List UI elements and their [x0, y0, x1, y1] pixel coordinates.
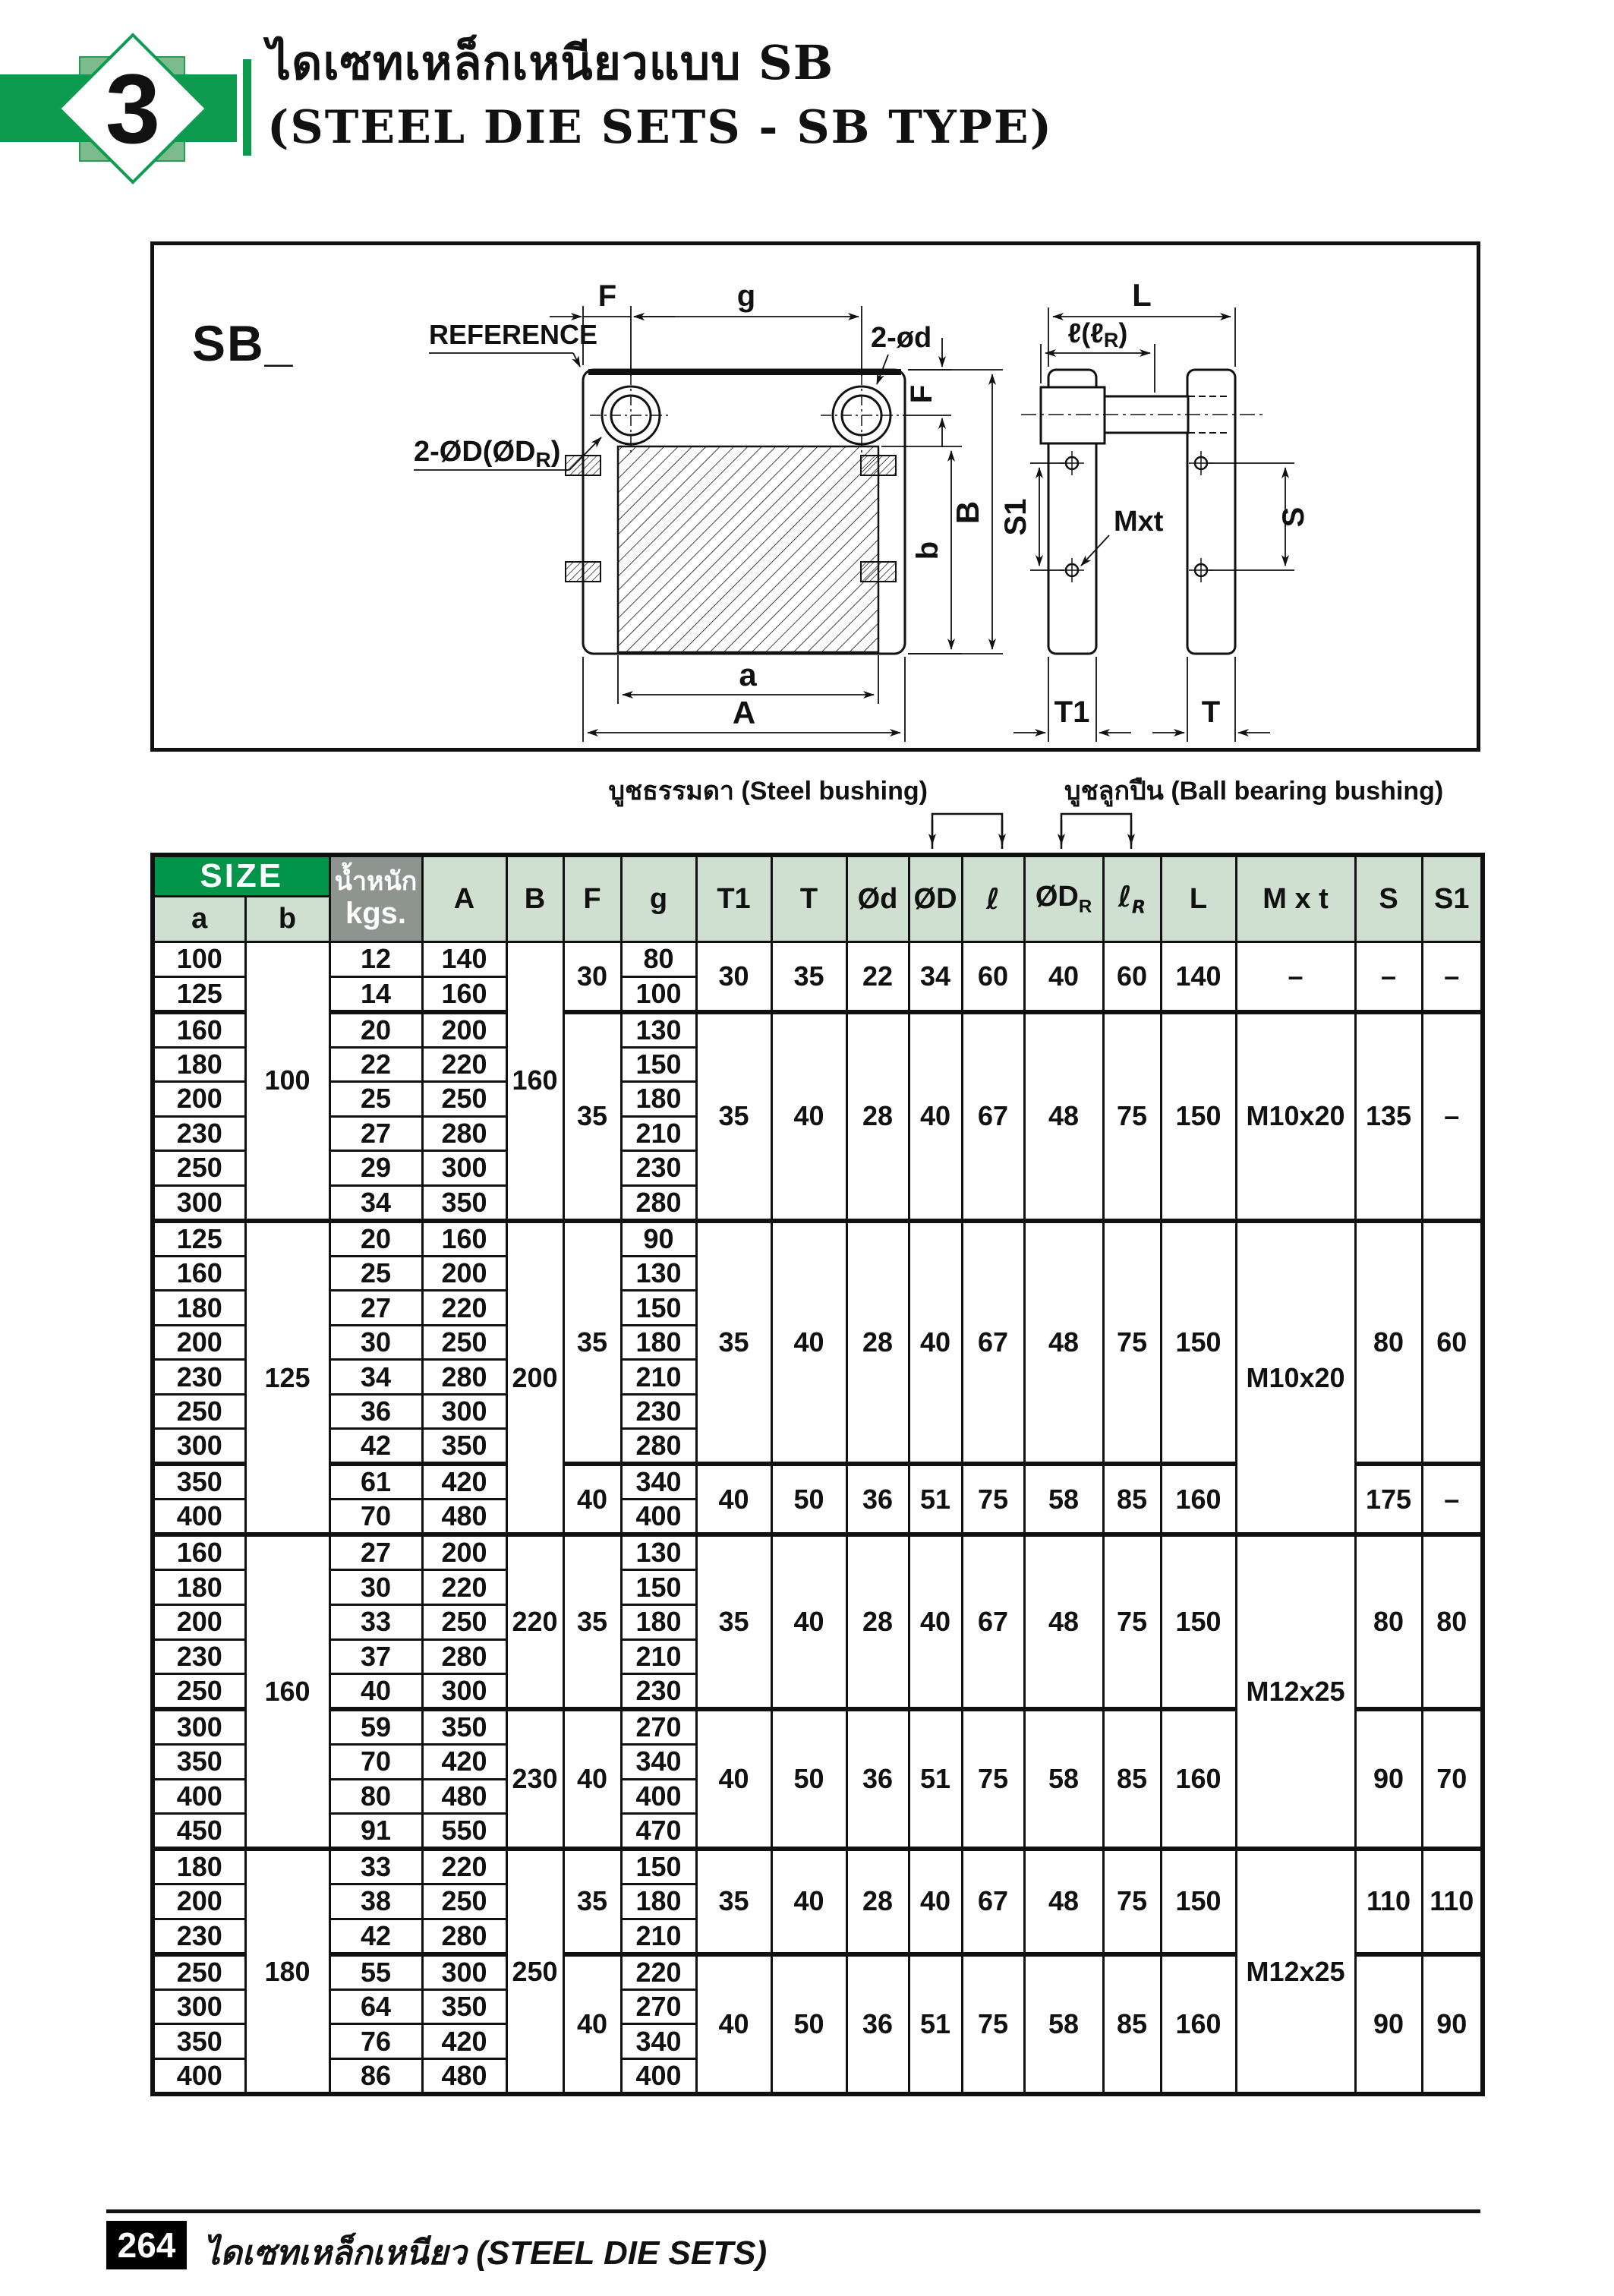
- table-cell: 25: [329, 1256, 422, 1291]
- table-cell: 350: [153, 2024, 245, 2059]
- table-cell: 450: [153, 1814, 245, 1850]
- table-cell: 250: [153, 1674, 245, 1710]
- table-cell: 135: [1355, 1012, 1422, 1221]
- table-cell: 110: [1422, 1849, 1483, 1954]
- table-cell: 36: [846, 1709, 909, 1849]
- table-cell: 30: [329, 1570, 422, 1605]
- table-cell: 85: [1103, 1464, 1161, 1534]
- table-cell: 300: [153, 1709, 245, 1745]
- table-cell: 42: [329, 1919, 422, 1954]
- table-cell: 60: [1422, 1221, 1483, 1465]
- table-cell: 25: [329, 1082, 422, 1117]
- table-cell: 340: [621, 2024, 696, 2059]
- col-header-weight: น้ำหนัก kgs.: [329, 855, 422, 942]
- table-cell: 67: [962, 1221, 1024, 1465]
- table-cell: 80: [1422, 1534, 1483, 1709]
- table-cell: 40: [771, 1012, 846, 1221]
- table-cell: 180: [153, 1570, 245, 1605]
- table-cell: 27: [329, 1116, 422, 1151]
- chapter-number: 3: [105, 53, 161, 164]
- table-cell: 100: [621, 976, 696, 1012]
- table-cell: 210: [621, 1360, 696, 1395]
- table-cell: 160: [153, 1256, 245, 1291]
- table-cell: 350: [153, 1745, 245, 1780]
- col-header-a: a: [153, 897, 245, 942]
- table-cell: 400: [153, 2058, 245, 2094]
- table-cell: 14: [329, 976, 422, 1012]
- dim-label-S1: S1: [999, 498, 1032, 536]
- ball-bushing-note: บูชลูกปืน (Ball bearing bushing): [1064, 777, 1444, 806]
- table-cell: 30: [696, 942, 771, 1012]
- col-header-size: SIZE: [153, 855, 329, 897]
- dim-label-g: g: [736, 279, 756, 313]
- table-cell: 58: [1024, 1709, 1103, 1849]
- table-cell: 180: [621, 1605, 696, 1640]
- table-cell: 400: [153, 1500, 245, 1535]
- table-cell: 76: [329, 2024, 422, 2059]
- table-cell: 160: [153, 1012, 245, 1048]
- table-cell: 220: [422, 1291, 506, 1326]
- col-header-b: b: [245, 897, 329, 942]
- table-cell: 75: [1103, 1534, 1161, 1709]
- table-cell: 34: [329, 1360, 422, 1395]
- table-cell: 150: [1161, 1012, 1236, 1221]
- table-cell: 200: [153, 1082, 245, 1117]
- table-cell: 70: [1422, 1709, 1483, 1849]
- steel-bushing-note: บูชธรรมดา (Steel bushing): [608, 777, 928, 806]
- table-cell: 175: [1355, 1464, 1422, 1534]
- table-cell: 160: [1161, 1464, 1236, 1534]
- table-cell: 180: [153, 1291, 245, 1326]
- table-cell: 36: [329, 1394, 422, 1429]
- table-cell: 210: [621, 1639, 696, 1674]
- table-cell: 75: [962, 1464, 1024, 1534]
- table-cell: 350: [422, 1709, 506, 1745]
- table-cell: 90: [1355, 1709, 1422, 1849]
- hole-label-2od: 2-ød: [871, 322, 932, 354]
- table-cell: 42: [329, 1429, 422, 1465]
- table-cell: 22: [846, 942, 909, 1012]
- col-header-s1: S1: [1422, 855, 1483, 942]
- table-cell: 350: [422, 1989, 506, 2024]
- table-cell: 34: [909, 942, 962, 1012]
- table-cell: 280: [621, 1185, 696, 1221]
- dim-label-L: L: [1132, 277, 1152, 313]
- dim-label-T1: T1: [1054, 695, 1090, 729]
- footer-text: ไดเซทเหล็กเหนียว (STEEL DIE SETS): [203, 2234, 768, 2272]
- table-cell: M12x25: [1236, 1534, 1355, 1849]
- table-cell: 350: [153, 1464, 245, 1500]
- table-cell: 230: [153, 1919, 245, 1954]
- table-cell: 60: [962, 942, 1024, 1012]
- table-cell: 85: [1103, 1709, 1161, 1849]
- table-cell: 230: [621, 1674, 696, 1710]
- table-cell: 40: [909, 1849, 962, 1954]
- table-cell: 35: [696, 1534, 771, 1709]
- table-cell: 51: [909, 1464, 962, 1534]
- table-cell: 27: [329, 1534, 422, 1570]
- technical-drawing: [154, 245, 1477, 748]
- table-cell: 230: [506, 1709, 563, 1849]
- table-cell: 130: [621, 1534, 696, 1570]
- table-cell: 340: [621, 1745, 696, 1780]
- table-cell: 180: [153, 1849, 245, 1884]
- table-cell: 400: [621, 1779, 696, 1814]
- table-cell: 40: [563, 1709, 621, 1849]
- table-cell: 250: [422, 1884, 506, 1919]
- table-cell: 400: [621, 2058, 696, 2094]
- table-cell: 100: [245, 942, 329, 1221]
- table-cell: 40: [909, 1221, 962, 1465]
- dim-label-A: A: [732, 695, 756, 730]
- table-cell: –: [1422, 1012, 1483, 1221]
- table-cell: 50: [771, 1954, 846, 2094]
- table-cell: 28: [846, 1221, 909, 1465]
- table-cell: 90: [621, 1221, 696, 1257]
- table-cell: 300: [153, 1429, 245, 1465]
- table-cell: –: [1422, 942, 1483, 1012]
- table-cell: 130: [621, 1012, 696, 1048]
- hole-label-2odr: $2-ØD(ØD_R)$: [414, 436, 561, 472]
- table-cell: 150: [1161, 1534, 1236, 1709]
- table-cell: 230: [153, 1360, 245, 1395]
- dim-label-F-side: F: [905, 384, 938, 404]
- table-cell: 400: [153, 1779, 245, 1814]
- table-cell: 70: [329, 1745, 422, 1780]
- table-cell: 40: [771, 1849, 846, 1954]
- table-cell: 300: [422, 1151, 506, 1186]
- table-cell: 75: [1103, 1221, 1161, 1465]
- table-cell: 280: [422, 1919, 506, 1954]
- table-cell: 33: [329, 1849, 422, 1884]
- table-cell: 35: [563, 1221, 621, 1465]
- table-cell: 480: [422, 1779, 506, 1814]
- table-cell: 67: [962, 1012, 1024, 1221]
- table-cell: 250: [153, 1954, 245, 1990]
- col-header-l: L: [1161, 855, 1236, 942]
- table-cell: 280: [422, 1116, 506, 1151]
- table-cell: 160: [1161, 1954, 1236, 2094]
- table-cell: 230: [153, 1116, 245, 1151]
- col-header-f: F: [563, 855, 621, 942]
- table-cell: 40: [563, 1954, 621, 2094]
- table-cell: 300: [422, 1394, 506, 1429]
- table-cell: 20: [329, 1221, 422, 1257]
- table-cell: 230: [153, 1639, 245, 1674]
- table-cell: 125: [153, 976, 245, 1012]
- table-cell: 140: [422, 942, 506, 977]
- table-cell: 220: [422, 1047, 506, 1082]
- table-cell: 200: [422, 1534, 506, 1570]
- table-cell: 35: [771, 942, 846, 1012]
- table-cell: 28: [846, 1012, 909, 1221]
- table-cell: 70: [329, 1500, 422, 1535]
- table-cell: 250: [422, 1325, 506, 1360]
- table-cell: 160: [153, 1534, 245, 1570]
- table-cell: 35: [696, 1012, 771, 1221]
- table-cell: 150: [1161, 1221, 1236, 1465]
- table-cell: 180: [153, 1047, 245, 1082]
- col-header-r: ℓ$_R$: [1103, 855, 1161, 942]
- table-cell: 27: [329, 1291, 422, 1326]
- table-cell: 59: [329, 1709, 422, 1745]
- page-number: 264: [106, 2221, 187, 2269]
- table-cell: 40: [909, 1012, 962, 1221]
- table-cell: 400: [621, 1500, 696, 1535]
- table-cell: –: [1236, 942, 1355, 1012]
- table-cell: 230: [621, 1151, 696, 1186]
- table-cell: 75: [1103, 1012, 1161, 1221]
- table-cell: 420: [422, 1464, 506, 1500]
- table-cell: 35: [563, 1534, 621, 1709]
- table-cell: 200: [422, 1256, 506, 1291]
- table-cell: 40: [696, 1464, 771, 1534]
- table-cell: 80: [621, 942, 696, 977]
- table-cell: 300: [422, 1674, 506, 1710]
- table-cell: 80: [1355, 1221, 1422, 1465]
- table-cell: 40: [771, 1534, 846, 1709]
- technical-drawing-frame: [150, 241, 1480, 752]
- table-cell: 33: [329, 1605, 422, 1640]
- dim-label-l-lr: ℓ(ℓR): [1067, 317, 1128, 352]
- table-cell: 210: [621, 1116, 696, 1151]
- table-cell: 300: [153, 1185, 245, 1221]
- table-cell: 480: [422, 1500, 506, 1535]
- col-header-d: ØD: [909, 855, 962, 942]
- col-header-d: Ød: [846, 855, 909, 942]
- table-cell: 220: [422, 1570, 506, 1605]
- table-cell: 220: [422, 1849, 506, 1884]
- table-cell: 36: [846, 1954, 909, 2094]
- table-cell: 350: [422, 1429, 506, 1465]
- model-label: SB_: [192, 315, 295, 371]
- table-cell: 280: [422, 1360, 506, 1395]
- table-cell: 40: [1024, 942, 1103, 1012]
- table-cell: 75: [962, 1954, 1024, 2094]
- table-cell: 91: [329, 1814, 422, 1850]
- table-cell: 51: [909, 1954, 962, 2094]
- table-cell: 50: [771, 1709, 846, 1849]
- table-cell: M10x20: [1236, 1012, 1355, 1221]
- table-cell: 250: [506, 1849, 563, 2094]
- table-cell: 12: [329, 942, 422, 977]
- table-cell: 40: [909, 1534, 962, 1709]
- table-cell: 150: [621, 1849, 696, 1884]
- col-header-: ℓ: [962, 855, 1024, 942]
- table-cell: 40: [563, 1464, 621, 1534]
- table-cell: 150: [621, 1047, 696, 1082]
- table-cell: 250: [153, 1394, 245, 1429]
- table-cell: 58: [1024, 1954, 1103, 2094]
- bushing-notes: [150, 748, 1480, 853]
- table-cell: 30: [563, 942, 621, 1012]
- table-cell: 210: [621, 1919, 696, 1954]
- table-cell: 270: [621, 1709, 696, 1745]
- table-cell: 50: [771, 1464, 846, 1534]
- table-cell: 29: [329, 1151, 422, 1186]
- table-cell: 250: [153, 1151, 245, 1186]
- table-cell: 470: [621, 1814, 696, 1850]
- table-cell: 180: [621, 1325, 696, 1360]
- table-cell: 48: [1024, 1012, 1103, 1221]
- table-cell: 280: [422, 1639, 506, 1674]
- table-cell: 22: [329, 1047, 422, 1082]
- table-cell: 80: [329, 1779, 422, 1814]
- table-cell: 67: [962, 1849, 1024, 1954]
- table-cell: 37: [329, 1639, 422, 1674]
- table-cell: –: [1422, 1464, 1483, 1534]
- table-cell: M10x20: [1236, 1221, 1355, 1535]
- table-cell: 51: [909, 1709, 962, 1849]
- table-cell: 550: [422, 1814, 506, 1850]
- table-cell: 67: [962, 1534, 1024, 1709]
- table-cell: 48: [1024, 1221, 1103, 1465]
- table-cell: 340: [621, 1464, 696, 1500]
- reference-label: REFERENCE: [429, 319, 598, 350]
- table-cell: 48: [1024, 1849, 1103, 1954]
- table-cell: 200: [153, 1884, 245, 1919]
- table-cell: 200: [422, 1012, 506, 1048]
- table-cell: 28: [846, 1849, 909, 1954]
- table-cell: 110: [1355, 1849, 1422, 1954]
- table-cell: 300: [422, 1954, 506, 1990]
- table-cell: 34: [329, 1185, 422, 1221]
- table-cell: 61: [329, 1464, 422, 1500]
- dim-label-T: T: [1201, 695, 1221, 729]
- table-cell: 55: [329, 1954, 422, 1990]
- table-cell: 180: [245, 1849, 329, 2094]
- table-cell: 40: [329, 1674, 422, 1710]
- col-header-g: g: [621, 855, 696, 942]
- table-cell: 35: [696, 1221, 771, 1465]
- table-cell: 64: [329, 1989, 422, 2024]
- table-cell: 130: [621, 1256, 696, 1291]
- spec-table: [150, 853, 1485, 2096]
- dim-label-F-top: F: [597, 279, 617, 313]
- table-cell: 35: [696, 1849, 771, 1954]
- table-cell: 200: [153, 1605, 245, 1640]
- table-cell: 58: [1024, 1464, 1103, 1534]
- table-cell: 75: [1103, 1849, 1161, 1954]
- table-cell: –: [1355, 942, 1422, 1012]
- table-cell: 28: [846, 1534, 909, 1709]
- dim-label-S: S: [1277, 506, 1310, 528]
- table-cell: 80: [1355, 1534, 1422, 1709]
- table-cell: 160: [1161, 1709, 1236, 1849]
- table-cell: 30: [329, 1325, 422, 1360]
- table-cell: 90: [1422, 1954, 1483, 2094]
- table-cell: 180: [621, 1082, 696, 1117]
- table-cell: 38: [329, 1884, 422, 1919]
- table-cell: 48: [1024, 1534, 1103, 1709]
- dim-label-a: a: [739, 657, 757, 692]
- table-cell: 35: [563, 1012, 621, 1221]
- table-cell: 125: [245, 1221, 329, 1535]
- footer-rule: [106, 2209, 1480, 2213]
- table-cell: 160: [422, 1221, 506, 1257]
- col-header-t1: T1: [696, 855, 771, 942]
- table-cell: 250: [422, 1082, 506, 1117]
- table-cell: 125: [153, 1221, 245, 1257]
- dim-label-b: b: [911, 541, 944, 560]
- table-cell: 200: [153, 1325, 245, 1360]
- col-header-s: S: [1355, 855, 1422, 942]
- table-cell: 160: [422, 976, 506, 1012]
- table-cell: 60: [1103, 942, 1161, 1012]
- table-cell: 220: [621, 1954, 696, 1990]
- page-title-thai: ไดเซทเหล็กเหนียวแบบ SB: [267, 35, 834, 90]
- col-header-dr: $ØD_R$: [1024, 855, 1103, 942]
- table-cell: 90: [1355, 1954, 1422, 2094]
- table-cell: 20: [329, 1012, 422, 1048]
- emblem-bar-cap: [243, 59, 251, 156]
- table-cell: M12x25: [1236, 1849, 1355, 2094]
- dim-label-Mxt: Mxt: [1114, 506, 1164, 538]
- table-cell: 480: [422, 2058, 506, 2094]
- table-cell: 160: [506, 942, 563, 1221]
- table-cell: 220: [506, 1534, 563, 1709]
- table-cell: 300: [153, 1989, 245, 2024]
- table-cell: 40: [771, 1221, 846, 1465]
- table-cell: 36: [846, 1464, 909, 1534]
- table-cell: 75: [962, 1709, 1024, 1849]
- col-header-a: A: [422, 855, 506, 942]
- table-cell: 420: [422, 1745, 506, 1780]
- table-cell: 150: [1161, 1849, 1236, 1954]
- page-title-english: (STEEL DIE SETS - SB TYPE): [267, 101, 1053, 154]
- table-cell: 85: [1103, 1954, 1161, 2094]
- table-cell: 150: [621, 1291, 696, 1326]
- table-cell: 150: [621, 1570, 696, 1605]
- table-cell: 35: [563, 1849, 621, 1954]
- chapter-emblem: [0, 0, 273, 205]
- table-cell: 40: [696, 1954, 771, 2094]
- table-cell: 86: [329, 2058, 422, 2094]
- table-cell: 270: [621, 1989, 696, 2024]
- table-cell: 180: [621, 1884, 696, 1919]
- table-cell: 40: [696, 1709, 771, 1849]
- col-header-mxt: M x t: [1236, 855, 1355, 942]
- table-cell: 250: [422, 1605, 506, 1640]
- table-cell: 230: [621, 1394, 696, 1429]
- table-cell: 200: [506, 1221, 563, 1535]
- table-cell: 280: [621, 1429, 696, 1465]
- table-cell: 350: [422, 1185, 506, 1221]
- dim-label-B: B: [950, 500, 985, 525]
- col-header-t: T: [771, 855, 846, 942]
- table-cell: 140: [1161, 942, 1236, 1012]
- table-cell: 160: [245, 1534, 329, 1849]
- col-header-b: B: [506, 855, 563, 942]
- table-cell: 100: [153, 942, 245, 977]
- table-cell: 420: [422, 2024, 506, 2059]
